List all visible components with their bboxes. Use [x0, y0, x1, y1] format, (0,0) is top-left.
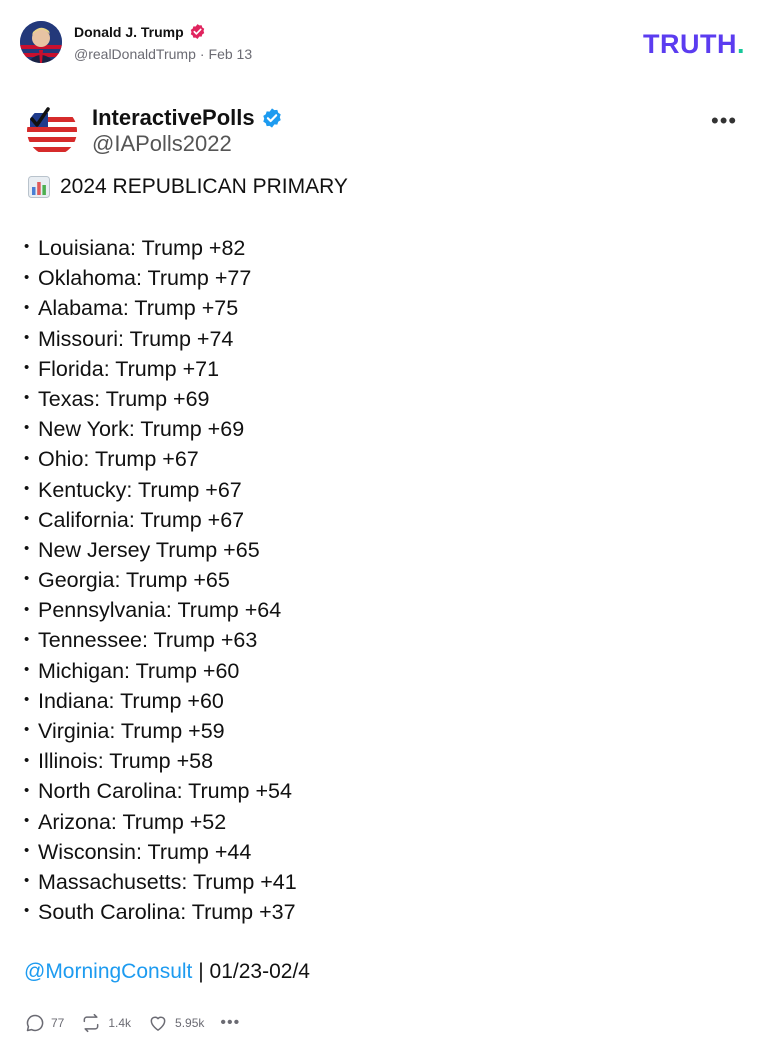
bullet: • [24, 359, 30, 377]
bullet: • [24, 811, 30, 829]
interactivepolls-avatar [26, 105, 78, 157]
bullet: • [24, 842, 30, 860]
poll-result-item [24, 384, 297, 414]
bullet: • [24, 691, 30, 709]
poll-result-item [24, 897, 297, 927]
truth-logo-text: TRUTH [643, 29, 737, 59]
truth-logo[interactable] [643, 29, 745, 60]
bullet: • [24, 540, 30, 558]
poll-result-item [24, 776, 297, 806]
poll-result-item [24, 354, 297, 384]
poll-result-item [24, 475, 297, 505]
reply-button[interactable] [25, 1013, 64, 1033]
poll-result-item [24, 444, 297, 474]
more-actions-button[interactable] [220, 1014, 240, 1032]
poll-dates: 01/23-02/4 [209, 960, 310, 983]
poll-result-item [24, 565, 297, 595]
embed-heading-row [28, 175, 348, 199]
embed-account-handle: @IAPolls2022 [92, 131, 232, 156]
bullet: • [24, 298, 30, 316]
author-avatar[interactable] [20, 21, 62, 63]
poll-result-text: Florida: Trump +71 [38, 356, 220, 381]
source-separator: | [198, 960, 204, 983]
poll-result-text: Kentucky: Trump +67 [38, 477, 242, 502]
poll-result-text: Alabama: Trump +75 [38, 296, 239, 321]
embed-account-name: InteractivePolls [92, 105, 255, 130]
poll-result-item [24, 324, 297, 354]
poll-result-text: Georgia: Trump +65 [38, 568, 230, 593]
retruth-icon [80, 1013, 102, 1033]
bullet: • [24, 872, 30, 890]
poll-result-text: Oklahoma: Trump +77 [38, 266, 252, 291]
source-mention-link: @MorningConsult [24, 960, 193, 983]
author-handle[interactable]: @realDonaldTrump [74, 46, 196, 62]
poll-result-text: Texas: Trump +69 [38, 386, 210, 411]
poll-result-item [24, 837, 297, 867]
blue-verified-icon [261, 107, 283, 129]
poll-result-text: New York: Trump +69 [38, 417, 245, 442]
poll-result-item [24, 293, 297, 323]
poll-source-row [24, 960, 310, 984]
poll-result-item [24, 414, 297, 444]
heart-icon [147, 1013, 169, 1033]
poll-result-text: New Jersey Trump +65 [38, 537, 260, 562]
poll-result-item [24, 716, 297, 746]
poll-result-item [24, 807, 297, 837]
post-actions [25, 1011, 256, 1035]
poll-result-item [24, 746, 297, 776]
bullet: • [24, 751, 30, 769]
embed-heading: 2024 REPUBLICAN PRIMARY [60, 175, 348, 198]
poll-result-item [24, 505, 297, 535]
poll-result-text: Pennsylvania: Trump +64 [38, 598, 282, 623]
poll-result-text: Illinois: Trump +58 [38, 749, 214, 774]
author-name[interactable]: Donald J. Trump [74, 23, 184, 40]
retruth-count: 1.4k [108, 1016, 132, 1030]
bullet: • [24, 570, 30, 588]
poll-result-item [24, 595, 297, 625]
truth-logo-dot: . [736, 29, 745, 59]
poll-result-text: Louisiana: Trump +82 [38, 236, 246, 260]
poll-result-text: Missouri: Trump +74 [38, 326, 234, 351]
poll-result-text: California: Trump +67 [38, 507, 245, 532]
author-meta [74, 46, 252, 62]
retruth-button[interactable] [80, 1013, 131, 1033]
bullet: • [24, 268, 30, 286]
meta-separator: · [199, 46, 205, 62]
bullet: • [24, 721, 30, 739]
bullet: • [24, 600, 30, 618]
bullet: • [24, 328, 30, 346]
poll-result-text: Indiana: Trump +60 [38, 688, 224, 713]
poll-result-text: South Carolina: Trump +37 [38, 900, 296, 925]
bullet: • [24, 419, 30, 437]
poll-result-item [24, 867, 297, 897]
poll-result-text: Wisconsin: Trump +44 [38, 839, 252, 864]
poll-result-text: North Carolina: Trump +54 [38, 779, 292, 804]
bullet: • [24, 389, 30, 407]
bullet: • [24, 449, 30, 467]
bullet: • [24, 781, 30, 799]
author-name-row [74, 23, 206, 40]
poll-result-text: Arizona: Trump +52 [38, 809, 227, 834]
bullet: • [24, 630, 30, 648]
bullet: • [24, 510, 30, 528]
reply-icon [25, 1013, 45, 1033]
post-date[interactable]: Feb 13 [208, 46, 253, 62]
bullet: • [24, 660, 30, 678]
bullet: • [24, 238, 30, 256]
like-button[interactable] [147, 1013, 204, 1033]
poll-result-text: Ohio: Trump +67 [38, 447, 199, 472]
bullet: • [24, 479, 30, 497]
embedded-post-image[interactable] [14, 96, 764, 996]
poll-result-text: Michigan: Trump +60 [38, 658, 240, 683]
poll-result-item [24, 686, 297, 716]
poll-results-list [24, 233, 297, 927]
poll-result-text: Massachusetts: Trump +41 [38, 869, 297, 894]
poll-result-item [24, 656, 297, 686]
embed-more-icon: ••• [711, 108, 738, 133]
poll-result-item [24, 263, 297, 293]
bar-chart-emoji-icon [28, 176, 50, 198]
bullet: • [24, 902, 30, 920]
like-count: 5.95k [175, 1016, 205, 1030]
poll-result-item [24, 535, 297, 565]
reply-count: 77 [51, 1016, 65, 1030]
post-header [0, 0, 777, 80]
verified-badge-icon [189, 23, 206, 40]
embed-name-row [92, 105, 283, 131]
poll-result-text: Tennessee: Trump +63 [38, 628, 258, 653]
more-icon: ••• [220, 1014, 241, 1031]
poll-result-item [24, 233, 297, 263]
poll-result-item [24, 625, 297, 655]
poll-result-text: Virginia: Trump +59 [38, 719, 225, 743]
